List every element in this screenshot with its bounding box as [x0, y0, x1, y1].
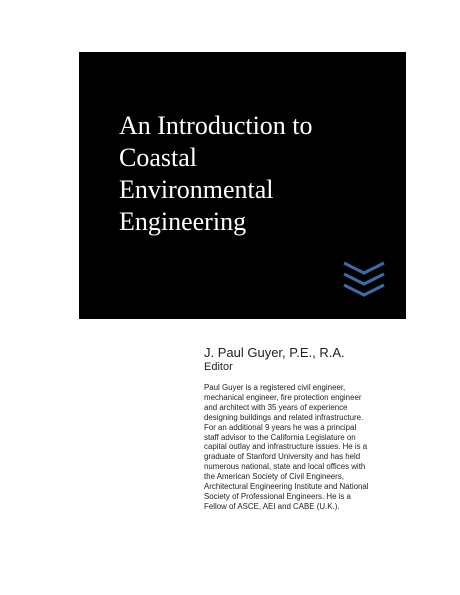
bio-line: and architect with 35 years of experience	[204, 402, 348, 412]
bio-line: For an additional 9 years he was a principal	[204, 422, 357, 432]
author-bio	[204, 383, 404, 512]
author-role: Editor	[204, 361, 233, 373]
author-name: J. Paul Guyer, P.E., R.A.	[204, 345, 345, 360]
bio-line: capital outlay and infrastructure issues. He is a	[204, 442, 368, 452]
bio-line: the American Society of Civil Engineers,	[204, 472, 344, 482]
cover-block	[79, 52, 406, 319]
bio-line: mechanical engineer, fire protection engineer	[204, 392, 362, 402]
triple-chevron-down-icon	[342, 261, 386, 297]
bio-line: designing buildings and related infrastructure.	[204, 412, 364, 422]
title-line-4: Engineering	[119, 207, 247, 236]
title-line-2: Coastal	[119, 143, 197, 172]
bio-line: Fellow of ASCE, AEI and CABE (U.K.).	[204, 501, 340, 511]
bio-line: Architectural Engineering Institute and National	[204, 482, 369, 492]
title-line-1: An Introduction to	[119, 111, 313, 140]
book-title	[119, 110, 399, 238]
bio-line: graduate of Stanford University and has held	[204, 452, 361, 462]
bio-line: staff advisor to the California Legislature on	[204, 432, 356, 442]
bio-line: numerous national, state and local offices with	[204, 462, 366, 472]
title-line-3: Environmental	[119, 175, 274, 204]
bio-line: Paul Guyer is a registered civil engineer,	[204, 383, 346, 392]
bio-line: Society of Professional Engineers. He is a	[204, 491, 351, 501]
